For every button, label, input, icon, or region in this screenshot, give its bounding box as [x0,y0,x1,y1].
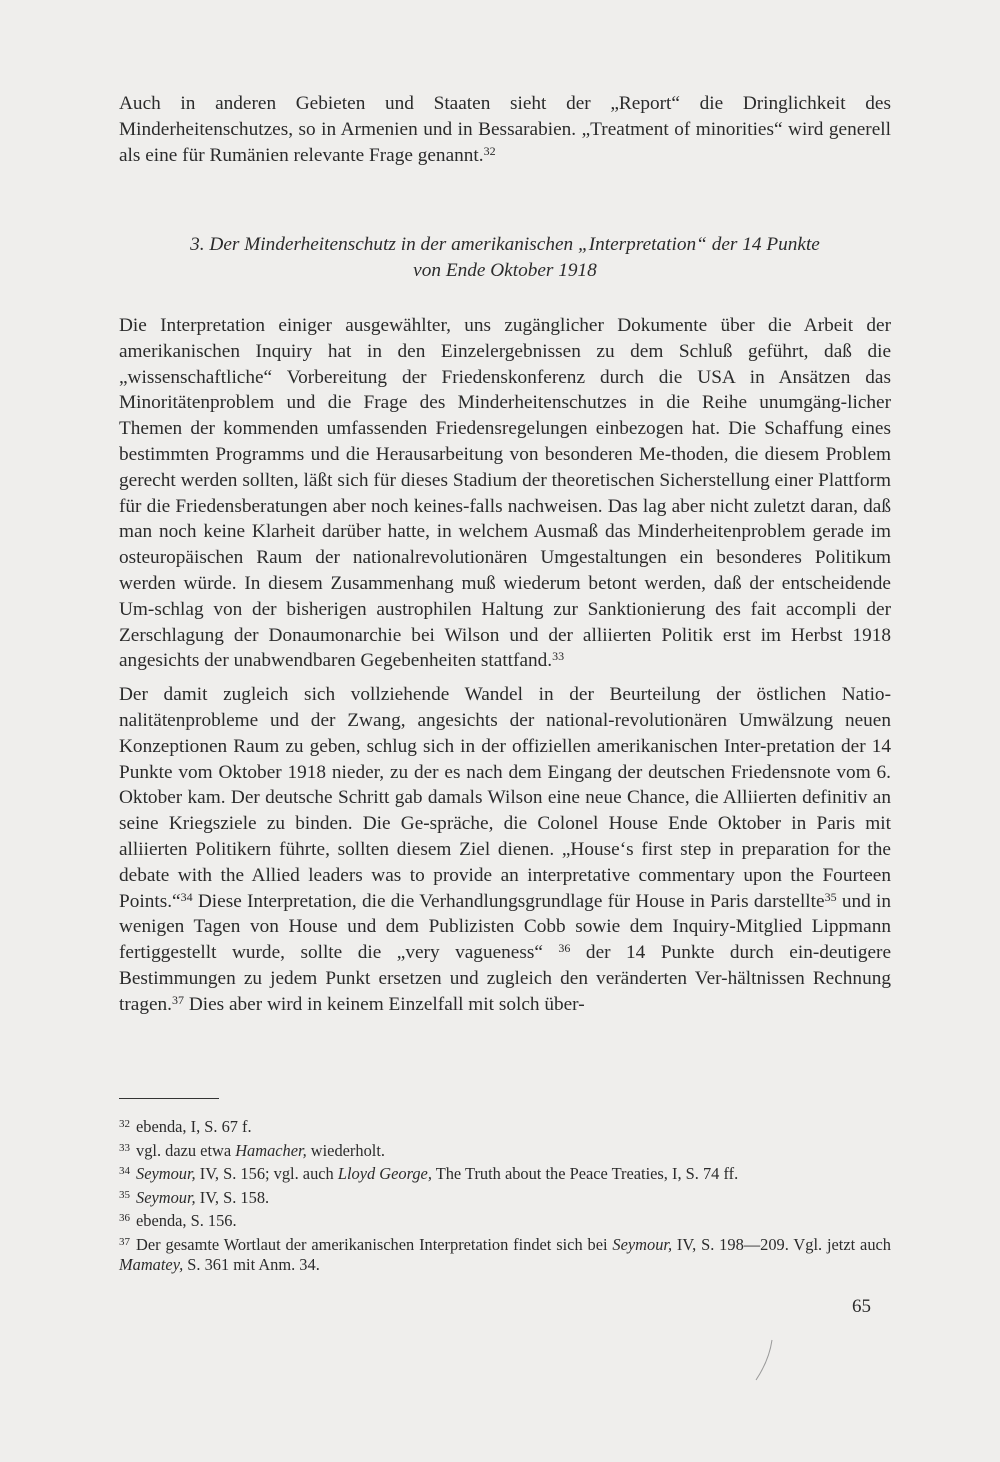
section-heading-line-1: 3. Der Minderheitenschutz in der amerikanischen „Interpretation“ der 14 Punkte [190,234,820,255]
author-name: Seymour, [612,1234,673,1254]
footnote-ref: 37 [172,992,184,1007]
body-text [119,313,891,1026]
footnote-number: 37 [119,1235,130,1248]
body-paragraph-1: Die Interpretation einiger ausgewählter, uns zugänglicher Dokumente über die Arbeit der amerikanischen Inquiry hat in den Einzelergebnissen zu dem Schluß geführt, daß die „wissenschaftliche“ Vorbereitung der Friedenskonferenz durch die USA in Ansätzen das Minoritätenproblem und die Frage des Minderheitenschutzes in die Reihe unumgäng-licher Themen der kommenden umfassenden Friedensregelungen einbezogen hat. Die Schaffung eines bestimmten Programms und die Herausarbeitung von besonderen Me-thoden, die diesem Problem gerecht werden sollten, läßt sich für dieses Stadium der theoretischen Sicherstellung einer Plattform für die Friedensberatungen aber noch keines-falls nachweisen. Das lag aber nicht zuletzt daran, daß man noch keine Klarheit darüber hatte, in welchem Ausmaß das Minderheitenproblem gerade im osteuropäischen Raum der nationalrevolutionären Umgestaltungen ein besonderes Politikum werden würde. In diesem Zusammenhang muß wiederum betont werden, daß der entscheidende Um-schlag von der bisherigen austrophilen Haltung zur Sanktionierung des fait accompli der Zerschlagung der Donaumonarchie bei Wilson und der alliierten Politik erst im Herbst 1918 angesichts der unabwendbaren Gegebenheiten stattfand.$^{33}$ [119,315,891,672]
footnote-ref: 34 [180,889,193,904]
footnote-number: 35 [119,1188,130,1201]
footnote-34: $^{34}$ Seymour, IV, S. 156; vgl. auch Lloyd George, The Truth about the Peace Treaties, I, S. 74 ff. [119,1164,739,1183]
footnote-separator [119,1098,219,1099]
author-name: Mamatey, [119,1255,184,1274]
body-paragraph-2: Der damit zugleich sich vollziehende Wandel in der Beurteilung der östlichen Natio-nalitätenprobleme und der Zwang, angesichts der national-revolutionären Umwälzung neuen Konzeptionen Raum zu geben, schlug sich in der offiziellen amerikanischen Inter-pretation der 14 Punkte vom Oktober 1918 nieder, zu der es nach dem Eingang der deutschen Friedensnote vom 6. Oktober kam. Der deutsche Schritt gab damals Wilson eine neue Chance, die Alliierten definitiv an seine Kriegsziele zu binden. Die Ge-spräche, die Colonel House Ende Oktober in Paris mit alliierten Politikern führte, sollten diesem Ziel dienen. „House‘s first step in preparation for the debate with the Allied leaders was to provide an interpretative commentary upon the Fourteen Points.“$^{34}$ Diese Interpretation, die die Verhandlungsgrundlage für House in Paris darstellte$^{35}$ und in wenigen Tagen von House und dem Publizisten Cobb sowie dem Inquiry-Mitglied Lippmann fertiggestellt wurde, sollte die „very vagueness“ $^{36}$ der 14 Punkte durch ein-deutigere Bestimmungen zu jedem Punkt ersetzen und zugleich den veränderten Ver-hältnissen Rechnung tragen.$^{37}$ Dies aber wird in keinem Einzelfall mit solch über- [119,684,892,1015]
intro-text [119,91,891,168]
footnote-ref: 36 [558,941,571,956]
author-name: Seymour, [136,1164,196,1183]
intro-paragraph: Auch in anderen Gebieten und Staaten sieht der „Report“ die Dringlichkeit des Minderheitenschutzes, so in Armenien und in Bessarabien. „Treatment of minorities“ wird generell als eine für Rumänien relevante Frage genannt.$^{32}$ [119,93,891,166]
author-name: Seymour, [136,1187,196,1207]
footnote-ref: 33 [552,649,565,664]
footnote-number: 36 [119,1212,130,1224]
footnote-37: $^{37}$ Der gesamte Wortlaut der amerikanischen Interpretation findet sich bei Seymour, IV, S. 198—209. Vgl. jetzt auch Mamatey, S. 361 mit Anm. 34. [119,1234,891,1274]
page-number: 65 [852,1296,871,1317]
footnote-number: 34 [119,1165,130,1177]
footnote-32: $^{32}$ ebenda, I, S. 67 f. [119,1117,252,1136]
author-name: Hamacher, [235,1140,307,1160]
author-name: Lloyd George, [337,1164,432,1183]
footnote-number: 33 [119,1141,130,1154]
footnote-35: $^{35}$ Seymour, IV, S. 158. [119,1187,270,1207]
pen-mark-icon [752,1338,776,1382]
footnotes [119,1114,891,1276]
section-heading-line-2: von Ende Oktober 1918 [413,260,597,281]
footnote-number: 32 [119,1118,130,1130]
footnote-ref: 35 [824,889,837,904]
section-heading [119,232,891,284]
footnote-33: $^{33}$ vgl. dazu etwa Hamacher, wiederholt. [119,1140,385,1160]
footnote-36: $^{36}$ ebenda, S. 156. [119,1211,237,1230]
footnote-ref: 32 [483,143,496,158]
